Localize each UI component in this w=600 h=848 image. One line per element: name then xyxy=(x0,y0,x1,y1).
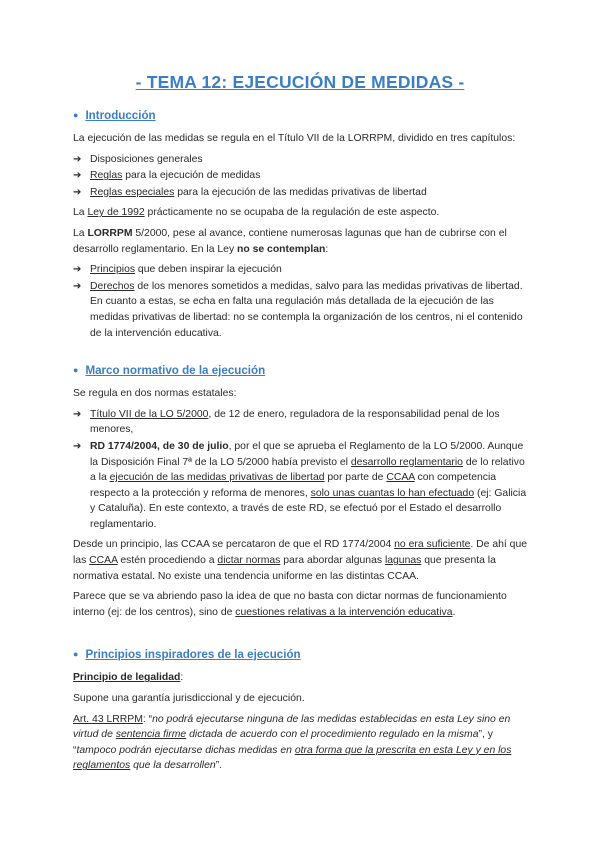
underlined-text: CCAA xyxy=(89,555,118,567)
text: ”. xyxy=(215,760,223,772)
list-item xyxy=(73,407,529,438)
list-item-text: para la ejecución de las medidas privativas de libertad xyxy=(174,186,427,198)
list-item-text: , de 12 de enero, reguladora de la responsabilidad penal de los menores, xyxy=(90,408,500,436)
paragraph xyxy=(73,226,529,257)
bullet-icon: ● xyxy=(73,110,79,120)
subheading-text: Principio de legalidad xyxy=(73,672,181,684)
paragraph xyxy=(73,589,529,620)
paragraph: Se regula en dos normas estatales: xyxy=(73,388,237,400)
subheading xyxy=(73,670,529,686)
underlined-text: Derechos xyxy=(90,280,135,292)
text: que presenta la normativa estatal. No existe una tendencia uniforme en las distintas CCAA. xyxy=(73,555,496,582)
underlined-text: solo unas cuantas lo han efectuado xyxy=(310,487,475,499)
underlined-text: Título VII de la LO 5/2000 xyxy=(90,408,209,420)
text: La xyxy=(73,207,88,219)
list-item xyxy=(73,152,529,168)
arrow-list xyxy=(73,152,529,201)
text: (ej: Galicia y Cataluña). En este contexto, a través de este RD, se efectuó por el Estado el desarrollo reglamentario. xyxy=(90,487,527,530)
paragraph: La ejecución de las medidas se regula en el Título VII de la LORRPM, dividido en tres capítulos: xyxy=(73,133,516,144)
bullet-icon: ● xyxy=(73,365,79,376)
bullet-icon: ● xyxy=(73,649,79,660)
text: para abordar algunas xyxy=(280,555,385,567)
section-heading-text: Principios inspiradores de la ejecución xyxy=(85,648,301,662)
italic-text: tampoco podrán ejecutarse dichas medidas en xyxy=(76,744,295,756)
text: Desde un principio, las CCAA se percataron de que el RD 1774/2004 xyxy=(73,539,395,551)
document-body xyxy=(73,108,529,779)
spacer xyxy=(73,625,529,647)
underlined-text: Reglas especiales xyxy=(90,186,175,198)
italic-underlined-text: otra forma que la prescrita en esta Ley y en los reglamentos xyxy=(73,744,512,772)
underlined-text: dictar normas xyxy=(217,555,281,567)
underlined-text: CCAA xyxy=(386,472,415,484)
text: : “ xyxy=(142,713,153,725)
paragraph xyxy=(73,537,529,584)
text: con competencia respecto a la protección y reforma de menores, xyxy=(90,472,497,499)
arrow-icon: ➔ xyxy=(73,280,82,292)
list-item xyxy=(73,168,529,184)
arrow-icon: ➔ xyxy=(73,186,82,198)
text: . De ahí que las xyxy=(73,539,528,567)
underlined-text: lagunas xyxy=(384,555,422,567)
underlined-text: Principios xyxy=(90,264,136,276)
underlined-text: ejecución de las medidas privativas de libertad xyxy=(109,472,325,484)
list-item xyxy=(73,185,529,201)
underlined-text: no era suficiente xyxy=(394,539,471,551)
page-title: - TEMA 12: EJECUCIÓN DE MEDIDAS - xyxy=(135,72,465,92)
arrow-icon: ➔ xyxy=(73,170,82,182)
paragraph: Supone una garantía jurisdiccional y de ejecución. xyxy=(73,693,305,705)
section-heading-text: Marco normativo de la ejecución xyxy=(85,364,266,378)
list-item-text: que deben inspirar la ejecución xyxy=(135,264,282,276)
underlined-text: desarrollo reglamentario xyxy=(350,456,463,468)
text: : xyxy=(325,243,329,255)
text: , por el que se aprueba el Reglamento de la LO 5/2000. Aunque la Disposición Final 7ª de la LO 5/2000 había previsto el xyxy=(90,440,524,468)
arrow-icon: ➔ xyxy=(73,264,82,276)
text: . xyxy=(452,606,456,618)
text: Parece que se va abriendo paso la idea de que no basta con dictar normas de funcionamiento interno (ej: de los centros), sino de xyxy=(73,591,507,618)
section-heading-introduccion xyxy=(73,108,529,123)
italic-text: no podrá ejecutarse ninguna de las medidas establecidas en esta Ley sino en virtud de xyxy=(73,713,511,741)
list-item xyxy=(73,262,529,278)
section-heading-text: Introducción xyxy=(85,109,156,122)
arrow-icon: ➔ xyxy=(73,408,82,420)
list-item-text: Disposiciones generales xyxy=(90,153,203,165)
list-item-text: para la ejecución de medidas xyxy=(122,170,261,182)
text: : xyxy=(180,672,184,684)
italic-text: dictada de acuerdo con el procedimiento regulado en la misma xyxy=(186,729,479,741)
text: La xyxy=(73,227,88,239)
bold-text: no se contemplan xyxy=(237,243,326,255)
italic-underlined-text: sentencia firme xyxy=(115,729,187,741)
text: por parte de xyxy=(324,472,387,484)
arrow-icon: ➔ xyxy=(73,153,82,165)
arrow-list xyxy=(73,262,529,341)
list-item-text: de los menores sometidos a medidas, salvo para las medidas privativas de libertad. En cuanto a estas, se echa en falta una regulación más detallada de la ejecución de las medidas privativas de libertad: no se contempla la organización de los centros, ni el contenido de la intervención educativa. xyxy=(90,280,523,339)
underlined-text: cuestiones relativas a la intervención educativa xyxy=(235,606,453,618)
list-item xyxy=(73,439,529,533)
section-heading-marco-normativo xyxy=(73,363,529,378)
underlined-text: Ley de 1992 xyxy=(87,207,145,219)
text: estén procediendo a xyxy=(117,555,218,567)
text: 5/2000, pese al avance, contiene numerosas lagunas que han de cubrirse con el desarrollo reglamentario. En la Ley xyxy=(73,227,507,255)
text: ”, y “ xyxy=(73,729,493,756)
section-heading-principios xyxy=(73,647,529,662)
italic-text: que la desarrollen xyxy=(130,760,216,772)
underlined-text: Art. 43 LRRPM xyxy=(73,713,143,725)
list-item xyxy=(73,279,529,341)
arrow-icon: ➔ xyxy=(73,440,82,452)
text: prácticamente no se ocupaba de la regulación de este aspecto. xyxy=(144,207,440,219)
bold-text: RD 1774/2004, de 30 de julio xyxy=(90,440,229,452)
text: de lo relativo a la xyxy=(90,456,525,484)
underlined-text: Reglas xyxy=(90,170,123,182)
bold-text: LORRPM xyxy=(87,227,133,239)
spacer xyxy=(73,346,529,363)
paragraph xyxy=(73,712,529,774)
paragraph xyxy=(73,205,529,221)
arrow-list xyxy=(73,407,529,533)
